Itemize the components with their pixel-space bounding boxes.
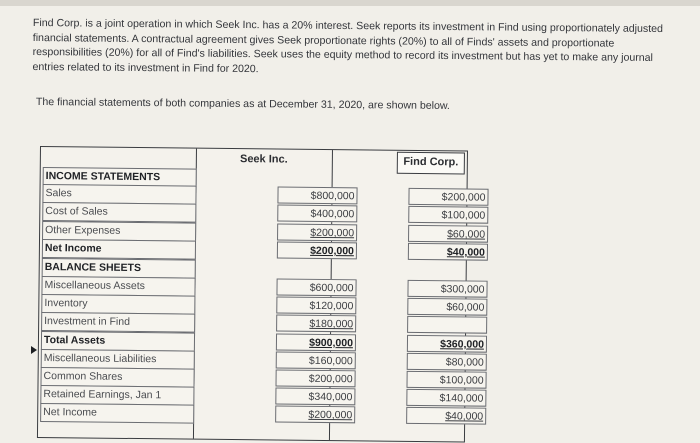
row-label: Miscellaneous Assets xyxy=(41,276,195,297)
row-label: Other Expenses xyxy=(42,221,196,242)
intro-sentence: The financial statements of both companies as at December 31, 2020, are shown below. xyxy=(35,96,450,112)
seek-value-cell: $340,000 xyxy=(275,387,355,405)
financial-statements-table xyxy=(37,146,486,440)
find-value-cell: $60,000 xyxy=(408,225,488,243)
table-frame xyxy=(37,146,486,442)
seek-value-cell: $120,000 xyxy=(276,296,356,314)
row-label: Sales xyxy=(42,184,196,205)
table-row xyxy=(38,403,484,425)
row-label: Retained Earnings, Jan 1 xyxy=(40,385,194,406)
seek-value-cell: $600,000 xyxy=(276,278,356,296)
find-value-cell xyxy=(407,316,487,334)
row-label: Total Assets xyxy=(41,331,195,352)
seek-value-cell: $200,000 xyxy=(275,405,355,423)
row-label: Cost of Sales xyxy=(42,202,196,223)
find-value-cell: $40,000 xyxy=(408,243,488,261)
find-value-cell: $140,000 xyxy=(406,389,486,407)
row-label: BALANCE SHEETS xyxy=(42,258,196,279)
seek-value-cell: $160,000 xyxy=(276,351,356,369)
find-value-cell: $360,000 xyxy=(407,335,487,353)
seek-value-cell: $200,000 xyxy=(277,241,357,259)
find-value-cell: $100,000 xyxy=(406,371,486,389)
problem-paragraph: Find Corp. is a joint operation in which Seek Inc. has a 20% interest. Seek reports its investment in Find using proportionately adjusted financial statements. A contractual agreement gives Seek proportionate rights (20%) to all of Finds' assets and proportionate responsibilities (20%) for all of Find's liabilities. Seek uses the equity method to record its investment but has yet to make any journal entries related to its investment in Find for 2020. xyxy=(32,16,664,75)
find-value-cell: $80,000 xyxy=(407,353,487,371)
cursor-arrow-icon xyxy=(31,346,37,354)
find-value-cell: $100,000 xyxy=(408,206,488,224)
seek-value-cell: $200,000 xyxy=(275,369,355,387)
seek-value-cell: $900,000 xyxy=(276,333,356,351)
row-label: Investment in Find xyxy=(41,312,195,333)
find-value-cell: $200,000 xyxy=(408,188,488,206)
row-label: Net Income xyxy=(40,403,194,424)
seek-value-cell: $400,000 xyxy=(277,204,357,222)
find-value-cell: $40,000 xyxy=(406,407,486,425)
row-label: INCOME STATEMENTS xyxy=(43,167,197,188)
seek-value-cell: $200,000 xyxy=(277,223,357,241)
find-column-header: Find Corp. xyxy=(397,152,465,175)
find-value-cell: $60,000 xyxy=(407,298,487,316)
row-label: Miscellaneous Liabilities xyxy=(41,349,195,370)
row-label: Common Shares xyxy=(40,367,194,388)
seek-column-header: Seek Inc. xyxy=(239,153,288,166)
row-label: Net Income xyxy=(42,239,196,260)
find-value-cell: $300,000 xyxy=(407,280,487,298)
top-bar xyxy=(0,0,700,6)
seek-value-cell: $800,000 xyxy=(277,186,357,204)
seek-value-cell: $180,000 xyxy=(276,314,356,332)
row-label: Inventory xyxy=(41,294,195,315)
